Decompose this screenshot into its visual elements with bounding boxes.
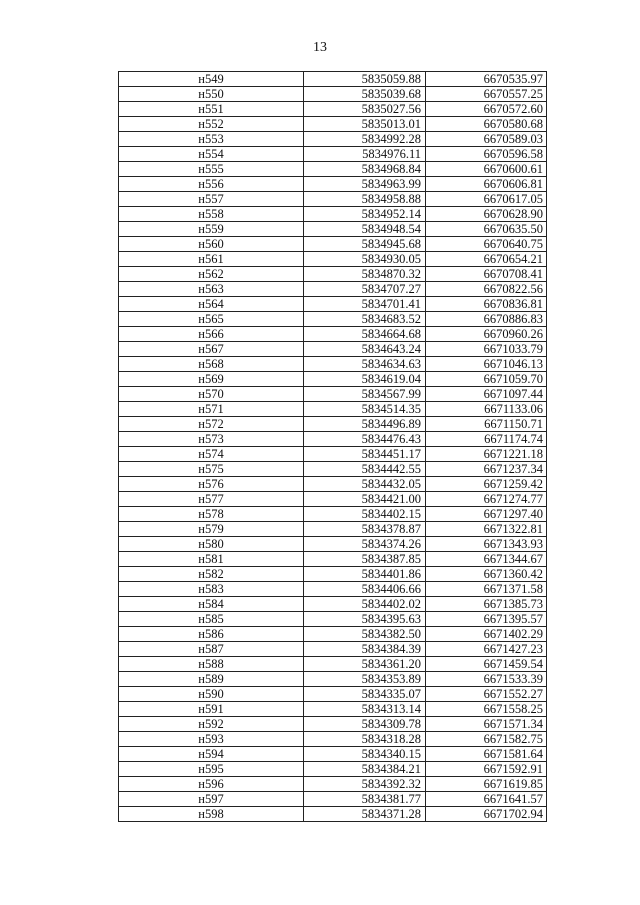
x-coordinate-cell: 5834402.15: [304, 507, 426, 522]
point-id-cell: н580: [119, 537, 304, 552]
x-coordinate-cell: 5834406.66: [304, 582, 426, 597]
x-coordinate-cell: 5834381.77: [304, 792, 426, 807]
x-coordinate-cell: 5834496.89: [304, 417, 426, 432]
x-coordinate-cell: 5834476.43: [304, 432, 426, 447]
point-id-cell: н554: [119, 147, 304, 162]
point-id-cell: н564: [119, 297, 304, 312]
table-row: [119, 267, 547, 282]
point-id-cell: н572: [119, 417, 304, 432]
x-coordinate-cell: 5834442.55: [304, 462, 426, 477]
y-coordinate-cell: 6671581.64: [426, 747, 547, 762]
point-id-cell: н555: [119, 162, 304, 177]
point-id-cell: н551: [119, 102, 304, 117]
y-coordinate-cell: 6670617.05: [426, 192, 547, 207]
point-id-cell: н562: [119, 267, 304, 282]
y-coordinate-cell: 6670822.56: [426, 282, 547, 297]
x-coordinate-cell: 5834387.85: [304, 552, 426, 567]
x-coordinate-cell: 5834643.24: [304, 342, 426, 357]
point-id-cell: н570: [119, 387, 304, 402]
y-coordinate-cell: 6671097.44: [426, 387, 547, 402]
x-coordinate-cell: 5834567.99: [304, 387, 426, 402]
point-id-cell: н586: [119, 627, 304, 642]
x-coordinate-cell: 5834395.63: [304, 612, 426, 627]
table-row: [119, 477, 547, 492]
x-coordinate-cell: 5834378.87: [304, 522, 426, 537]
point-id-cell: н568: [119, 357, 304, 372]
point-id-cell: н595: [119, 762, 304, 777]
table-row: [119, 357, 547, 372]
y-coordinate-cell: 6671395.57: [426, 612, 547, 627]
table-row: [119, 612, 547, 627]
point-id-cell: н573: [119, 432, 304, 447]
y-coordinate-cell: 6671274.77: [426, 492, 547, 507]
table-row: [119, 117, 547, 132]
y-coordinate-cell: 6670654.21: [426, 252, 547, 267]
point-id-cell: н592: [119, 717, 304, 732]
x-coordinate-cell: 5834374.26: [304, 537, 426, 552]
point-id-cell: н563: [119, 282, 304, 297]
y-coordinate-cell: 6670640.75: [426, 237, 547, 252]
page-number: 13: [313, 40, 327, 55]
x-coordinate-cell: 5834432.05: [304, 477, 426, 492]
y-coordinate-cell: 6671427.23: [426, 642, 547, 657]
x-coordinate-cell: 5834664.68: [304, 327, 426, 342]
point-id-cell: н583: [119, 582, 304, 597]
coordinates-table-body: [119, 72, 547, 822]
point-id-cell: н571: [119, 402, 304, 417]
y-coordinate-cell: 6671150.71: [426, 417, 547, 432]
table-row: [119, 447, 547, 462]
point-id-cell: н597: [119, 792, 304, 807]
y-coordinate-cell: 6670572.60: [426, 102, 547, 117]
x-coordinate-cell: 5834707.27: [304, 282, 426, 297]
y-coordinate-cell: 6671360.42: [426, 567, 547, 582]
point-id-cell: н594: [119, 747, 304, 762]
point-id-cell: н566: [119, 327, 304, 342]
point-id-cell: н549: [119, 72, 304, 87]
y-coordinate-cell: 6671402.29: [426, 627, 547, 642]
table-row: [119, 102, 547, 117]
table-row: [119, 537, 547, 552]
point-id-cell: н591: [119, 702, 304, 717]
point-id-cell: н579: [119, 522, 304, 537]
x-coordinate-cell: 5834353.89: [304, 672, 426, 687]
x-coordinate-cell: 5834976.11: [304, 147, 426, 162]
table-row: [119, 132, 547, 147]
point-id-cell: н575: [119, 462, 304, 477]
point-id-cell: н582: [119, 567, 304, 582]
table-row: [119, 312, 547, 327]
table-row: [119, 732, 547, 747]
y-coordinate-cell: 6671259.42: [426, 477, 547, 492]
x-coordinate-cell: 5834992.28: [304, 132, 426, 147]
y-coordinate-cell: 6671297.40: [426, 507, 547, 522]
table-row: [119, 207, 547, 222]
table-row: [119, 222, 547, 237]
y-coordinate-cell: 6670600.61: [426, 162, 547, 177]
point-id-cell: н565: [119, 312, 304, 327]
point-id-cell: н550: [119, 87, 304, 102]
x-coordinate-cell: 5834948.54: [304, 222, 426, 237]
table-row: [119, 582, 547, 597]
x-coordinate-cell: 5834318.28: [304, 732, 426, 747]
y-coordinate-cell: 6671343.93: [426, 537, 547, 552]
x-coordinate-cell: 5834701.41: [304, 297, 426, 312]
x-coordinate-cell: 5834451.17: [304, 447, 426, 462]
y-coordinate-cell: 6671533.39: [426, 672, 547, 687]
x-coordinate-cell: 5834313.14: [304, 702, 426, 717]
y-coordinate-cell: 6671558.25: [426, 702, 547, 717]
table-row: [119, 747, 547, 762]
y-coordinate-cell: 6671582.75: [426, 732, 547, 747]
y-coordinate-cell: 6670535.97: [426, 72, 547, 87]
x-coordinate-cell: 5834371.28: [304, 807, 426, 822]
y-coordinate-cell: 6671133.06: [426, 402, 547, 417]
table-row: [119, 642, 547, 657]
table-row: [119, 462, 547, 477]
point-id-cell: н557: [119, 192, 304, 207]
point-id-cell: н587: [119, 642, 304, 657]
x-coordinate-cell: 5834340.15: [304, 747, 426, 762]
x-coordinate-cell: 5834963.99: [304, 177, 426, 192]
table-row: [119, 432, 547, 447]
x-coordinate-cell: 5835059.88: [304, 72, 426, 87]
y-coordinate-cell: 6671174.74: [426, 432, 547, 447]
point-id-cell: н581: [119, 552, 304, 567]
table-row: [119, 597, 547, 612]
y-coordinate-cell: 6671059.70: [426, 372, 547, 387]
point-id-cell: н596: [119, 777, 304, 792]
point-id-cell: н558: [119, 207, 304, 222]
x-coordinate-cell: 5834382.50: [304, 627, 426, 642]
table-row: [119, 162, 547, 177]
table-row: [119, 657, 547, 672]
y-coordinate-cell: 6670580.68: [426, 117, 547, 132]
table-row: [119, 687, 547, 702]
x-coordinate-cell: 5834683.52: [304, 312, 426, 327]
table-row: [119, 282, 547, 297]
x-coordinate-cell: 5834634.63: [304, 357, 426, 372]
table-row: [119, 72, 547, 87]
table-row: [119, 252, 547, 267]
table-row: [119, 627, 547, 642]
x-coordinate-cell: 5835027.56: [304, 102, 426, 117]
y-coordinate-cell: 6671459.54: [426, 657, 547, 672]
table-row: [119, 192, 547, 207]
x-coordinate-cell: 5834870.32: [304, 267, 426, 282]
y-coordinate-cell: 6670628.90: [426, 207, 547, 222]
y-coordinate-cell: 6671046.13: [426, 357, 547, 372]
point-id-cell: н588: [119, 657, 304, 672]
table-row: [119, 552, 547, 567]
point-id-cell: н574: [119, 447, 304, 462]
y-coordinate-cell: 6671641.57: [426, 792, 547, 807]
x-coordinate-cell: 5834968.84: [304, 162, 426, 177]
x-coordinate-cell: 5834384.21: [304, 762, 426, 777]
table-row: [119, 702, 547, 717]
table-row: [119, 177, 547, 192]
y-coordinate-cell: 6670708.41: [426, 267, 547, 282]
point-id-cell: н556: [119, 177, 304, 192]
point-id-cell: н567: [119, 342, 304, 357]
x-coordinate-cell: 5834335.07: [304, 687, 426, 702]
coordinates-table: [118, 71, 547, 822]
y-coordinate-cell: 6671619.85: [426, 777, 547, 792]
x-coordinate-cell: 5834945.68: [304, 237, 426, 252]
y-coordinate-cell: 6671385.73: [426, 597, 547, 612]
x-coordinate-cell: 5834619.04: [304, 372, 426, 387]
point-id-cell: н553: [119, 132, 304, 147]
y-coordinate-cell: 6671344.67: [426, 552, 547, 567]
y-coordinate-cell: 6671237.34: [426, 462, 547, 477]
table-row: [119, 297, 547, 312]
table-row: [119, 672, 547, 687]
table-row: [119, 777, 547, 792]
table-row: [119, 387, 547, 402]
y-coordinate-cell: 6671592.91: [426, 762, 547, 777]
x-coordinate-cell: 5834930.05: [304, 252, 426, 267]
point-id-cell: н578: [119, 507, 304, 522]
point-id-cell: н589: [119, 672, 304, 687]
y-coordinate-cell: 6670589.03: [426, 132, 547, 147]
x-coordinate-cell: 5834514.35: [304, 402, 426, 417]
y-coordinate-cell: 6670886.83: [426, 312, 547, 327]
y-coordinate-cell: 6671702.94: [426, 807, 547, 822]
point-id-cell: н576: [119, 477, 304, 492]
point-id-cell: н584: [119, 597, 304, 612]
point-id-cell: н585: [119, 612, 304, 627]
y-coordinate-cell: 6670635.50: [426, 222, 547, 237]
table-row: [119, 372, 547, 387]
x-coordinate-cell: 5834401.86: [304, 567, 426, 582]
y-coordinate-cell: 6670960.26: [426, 327, 547, 342]
point-id-cell: н593: [119, 732, 304, 747]
table-row: [119, 417, 547, 432]
y-coordinate-cell: 6671371.58: [426, 582, 547, 597]
y-coordinate-cell: 6671221.18: [426, 447, 547, 462]
x-coordinate-cell: 5834392.32: [304, 777, 426, 792]
x-coordinate-cell: 5834384.39: [304, 642, 426, 657]
y-coordinate-cell: 6670557.25: [426, 87, 547, 102]
table-row: [119, 147, 547, 162]
table-row: [119, 522, 547, 537]
table-row: [119, 87, 547, 102]
table-row: [119, 237, 547, 252]
table-row: [119, 492, 547, 507]
x-coordinate-cell: 5834421.00: [304, 492, 426, 507]
x-coordinate-cell: 5835013.01: [304, 117, 426, 132]
table-row: [119, 342, 547, 357]
x-coordinate-cell: 5834402.02: [304, 597, 426, 612]
y-coordinate-cell: 6670596.58: [426, 147, 547, 162]
x-coordinate-cell: 5834958.88: [304, 192, 426, 207]
table-row: [119, 327, 547, 342]
y-coordinate-cell: 6671322.81: [426, 522, 547, 537]
y-coordinate-cell: 6671552.27: [426, 687, 547, 702]
table-row: [119, 717, 547, 732]
point-id-cell: н552: [119, 117, 304, 132]
point-id-cell: н577: [119, 492, 304, 507]
table-row: [119, 792, 547, 807]
table-row: [119, 807, 547, 822]
y-coordinate-cell: 6671033.79: [426, 342, 547, 357]
y-coordinate-cell: 6670836.81: [426, 297, 547, 312]
x-coordinate-cell: 5835039.68: [304, 87, 426, 102]
table-row: [119, 567, 547, 582]
point-id-cell: н598: [119, 807, 304, 822]
point-id-cell: н560: [119, 237, 304, 252]
point-id-cell: н561: [119, 252, 304, 267]
y-coordinate-cell: 6671571.34: [426, 717, 547, 732]
table-row: [119, 762, 547, 777]
table-row: [119, 402, 547, 417]
point-id-cell: н590: [119, 687, 304, 702]
x-coordinate-cell: 5834309.78: [304, 717, 426, 732]
point-id-cell: н569: [119, 372, 304, 387]
x-coordinate-cell: 5834952.14: [304, 207, 426, 222]
x-coordinate-cell: 5834361.20: [304, 657, 426, 672]
table-row: [119, 507, 547, 522]
y-coordinate-cell: 6670606.81: [426, 177, 547, 192]
point-id-cell: н559: [119, 222, 304, 237]
